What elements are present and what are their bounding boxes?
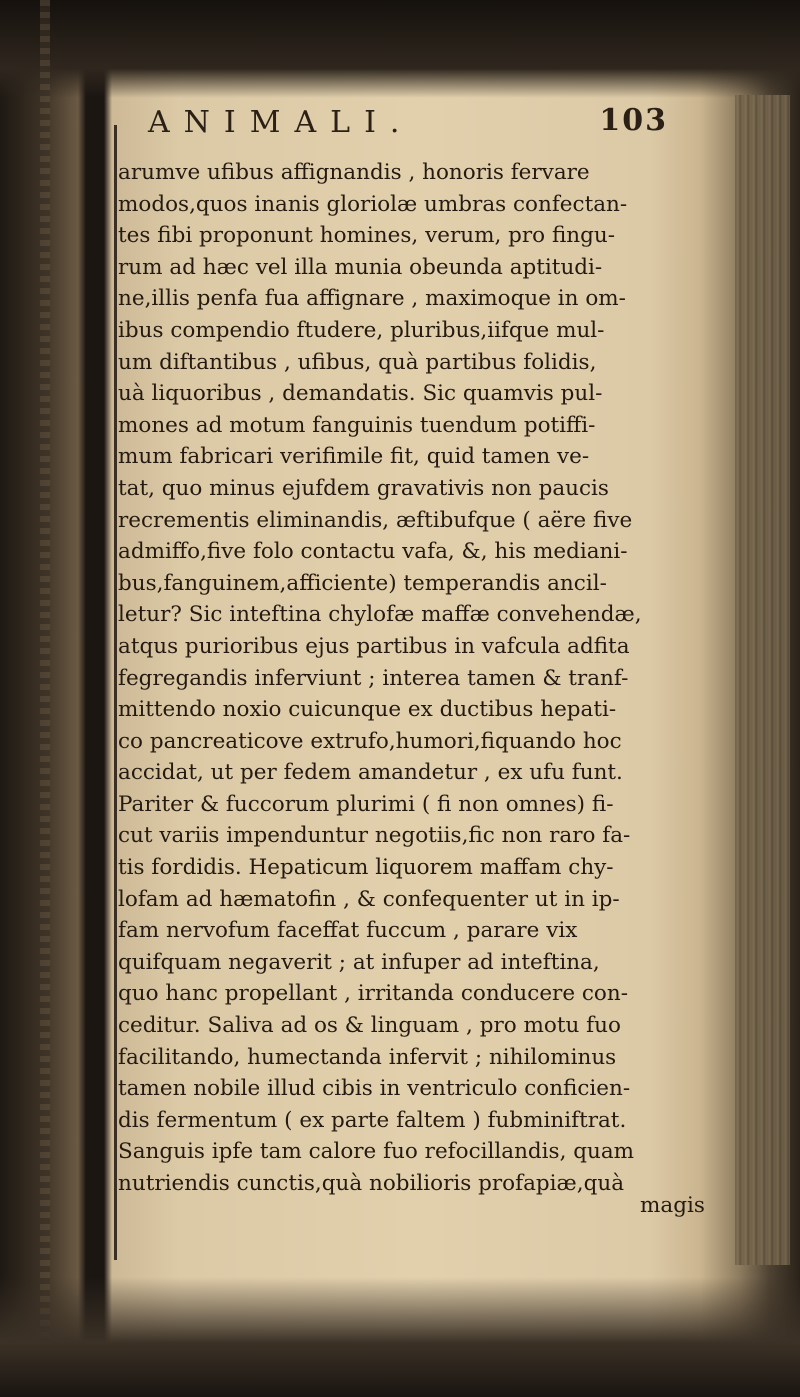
text-line: mittendo noxio cuicunque ex ductibus hepati- — [118, 697, 617, 723]
text-line: arumve ufibus affignandis , honoris fervare — [118, 160, 590, 185]
text-line: nutriendis cunctis,quà nobilioris profapiæ,quà — [118, 1171, 625, 1196]
text-line: tis fordidis. Hepaticum liquorem maffam chy- — [118, 855, 614, 881]
text-line: uà liquoribus , demandatis. Sic quamvis pul- — [118, 381, 603, 407]
text-line: tamen nobile illud cibis in ventriculo conficien- — [118, 1076, 631, 1102]
running-head: ANIMALI. — [148, 105, 414, 140]
page-edges — [735, 95, 790, 1265]
text-line: lofam ad hæmatofin , & confequenter ut in ip- — [118, 886, 620, 912]
text-line: co pancreaticove extrufo,humori,fiquando hoc — [118, 728, 622, 754]
text-line: cut variis impenduntur negotiis,fic non raro fa- — [118, 823, 631, 849]
text-line: admiffo,five folo contactu vafa, &, his mediani- — [118, 539, 628, 565]
text-line: bus,fanguinem,afficiente) temperandis ancil- — [118, 570, 607, 596]
text-line: recrementis eliminandis, æftibufque ( aëre five — [118, 507, 633, 533]
text-line: ibus compendio ftudere, pluribus,iifque mul- — [118, 317, 605, 343]
text-line: accidat, ut per fedem amandetur , ex ufu funt. — [118, 760, 623, 786]
text-line: Sanguis ipfe tam calore fuo refocillandis, quam — [118, 1139, 635, 1165]
text-line: rum ad hæc vel illa munia obeunda aptitudi- — [118, 254, 603, 280]
text-line: tat, quo minus ejufdem gravativis non paucis — [118, 475, 609, 501]
scan-ruler — [40, 0, 50, 1397]
text-line: quo hanc propellant , irritanda conducere con- — [118, 981, 628, 1007]
body-text — [118, 157, 718, 1200]
bottom-shadow — [0, 1277, 800, 1397]
text-line: dis fermentum ( ex parte faltem ) fubminiftrat. — [118, 1107, 627, 1133]
page-number: 103 — [599, 103, 668, 138]
text-line: quifquam negaverit ; at infuper ad inteftina, — [118, 949, 600, 975]
text-line: um diftantibus , ufibus, quà partibus folidis, — [118, 349, 597, 375]
text-line: mum fabricari verifimile fit, quid tamen ve- — [118, 444, 590, 470]
text-line: modos,quos inanis gloriolæ umbras confectan- — [118, 191, 628, 217]
text-line: mones ad motum fanguinis tuendum potiffi- — [118, 412, 596, 438]
text-line: tes fibi proponunt homines, verum, pro fingu- — [118, 223, 616, 249]
text-line: letur? Sic inteftina chylofæ maffæ convehendæ, — [118, 602, 642, 628]
text-line: fegregandis inferviunt ; interea tamen & tranf- — [118, 665, 629, 691]
text-line: Pariter & fuccorum plurimi ( fi non omnes) fi- — [118, 791, 614, 817]
catchword: magis — [640, 1193, 705, 1218]
text-line: fam nervofum faceffat fuccum , parare vix — [118, 918, 578, 944]
text-line: ne,illis penfa fua affignare , maximoque in om- — [118, 286, 626, 312]
top-shadow — [0, 0, 800, 98]
gutter-edge — [114, 125, 117, 1260]
text-line: ceditur. Saliva ad os & linguam , pro motu fuo — [118, 1013, 621, 1039]
text-line: facilitando, humectanda infervit ; nihilominus — [118, 1044, 617, 1070]
text-line: atqus purioribus ejus partibus in vafcula adfita — [118, 633, 630, 659]
page-header — [148, 103, 668, 153]
